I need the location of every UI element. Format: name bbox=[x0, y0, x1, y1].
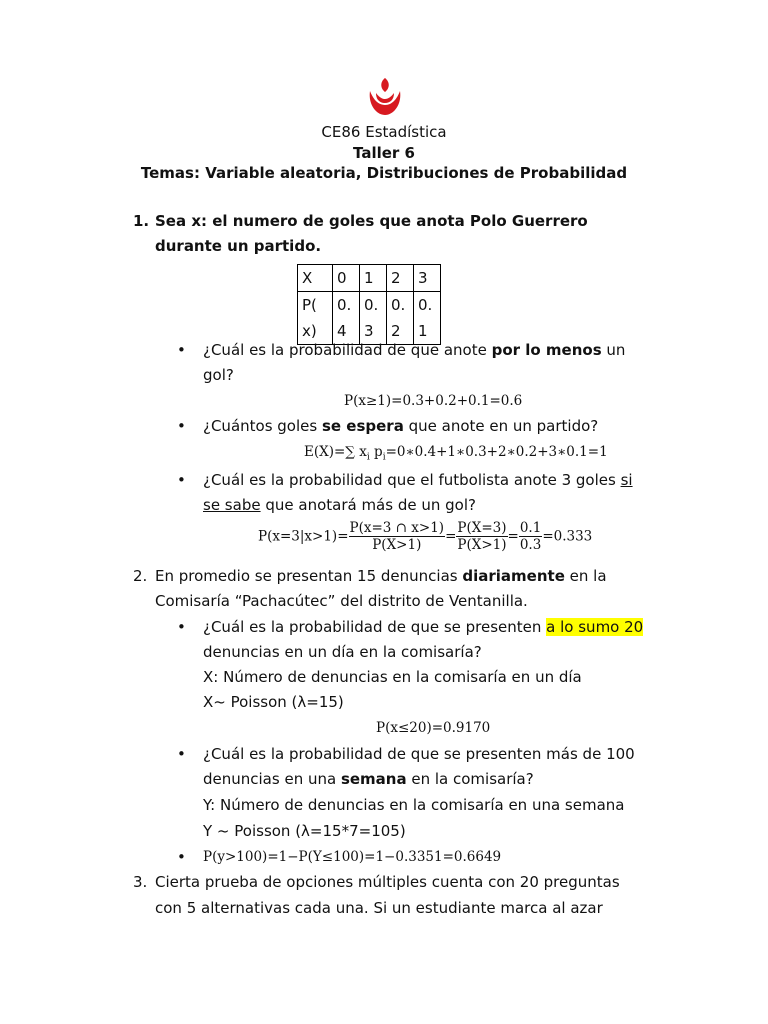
table-cell bbox=[333, 292, 360, 345]
formula-sub: i bbox=[382, 452, 386, 463]
fraction-numerator: P(X=3) bbox=[457, 520, 507, 536]
formula-sub: i bbox=[366, 452, 370, 463]
text-run: ¿Cuál es la probabilidad de que se presenten bbox=[203, 618, 547, 636]
q2-number: 2. bbox=[133, 567, 148, 585]
table-cell bbox=[387, 292, 414, 345]
q2-b1-formula: P(x≤20)=0.9170 bbox=[376, 720, 491, 736]
q1-b1-formula: P(x≥1)=0.3+0.2+0.1=0.6 bbox=[344, 393, 523, 409]
q1-b1-line1 bbox=[203, 341, 625, 359]
bullet-marker: • bbox=[177, 618, 186, 636]
formula-part: p bbox=[369, 444, 383, 460]
text-run: que anote en un partido? bbox=[403, 417, 599, 435]
q2-b3-formula: P(y>100)=1−P(Y≤100)=1−0.3351=0.6649 bbox=[203, 849, 502, 865]
table-cell bbox=[414, 292, 441, 345]
q2-text-line1 bbox=[155, 567, 607, 585]
table-row bbox=[298, 265, 441, 292]
table-cell bbox=[298, 292, 333, 345]
formula-part: =0∗0.4+1∗0.3+2∗0.2+3∗0.1=1 bbox=[385, 444, 608, 460]
text-run: ¿Cuál es la probabilidad que el futbolista anote 3 goles bbox=[203, 471, 621, 489]
formula-part: E(X)=∑ x bbox=[304, 444, 367, 460]
q3-text-line1: Cierta prueba de opciones múltiples cuenta con 20 preguntas bbox=[155, 873, 620, 891]
q1-b3-formula bbox=[258, 520, 592, 553]
fraction bbox=[456, 520, 507, 553]
cell-line: 0. bbox=[337, 296, 352, 314]
upc-logo bbox=[362, 74, 408, 120]
formula-part: = bbox=[445, 528, 457, 545]
cell-line: x) bbox=[302, 322, 317, 340]
text-run: ¿Cuál es la probabilidad de que anote bbox=[203, 341, 492, 359]
table-cell: 2 bbox=[387, 265, 414, 292]
cell-line: 0. bbox=[391, 296, 406, 314]
text-run-bold: semana bbox=[340, 770, 407, 788]
q1-text-line1: Sea x: el numero de goles que anota Polo Guerrero bbox=[155, 212, 588, 230]
text-run-bold: diariamente bbox=[462, 567, 565, 585]
q1-b3-line2 bbox=[203, 496, 476, 514]
q1-b2-line1 bbox=[203, 417, 598, 435]
text-run: ¿Cuántos goles bbox=[203, 417, 322, 435]
cell-line: 3 bbox=[364, 322, 374, 340]
table-row bbox=[298, 292, 441, 345]
q2-b1-line2: denuncias en un día en la comisaría? bbox=[203, 643, 482, 661]
q2-b2-line2 bbox=[203, 770, 534, 788]
cell-line: 0. bbox=[418, 296, 433, 314]
bullet-marker: • bbox=[177, 848, 186, 866]
q1-b3-line1 bbox=[203, 471, 633, 489]
bullet-marker: • bbox=[177, 341, 186, 359]
q3-number: 3. bbox=[133, 873, 148, 891]
text-run-bold: se espera bbox=[321, 417, 404, 435]
fraction bbox=[519, 520, 542, 553]
q1-b2-formula bbox=[304, 444, 608, 463]
temas-title: Temas: Variable aleatoria, Distribuciones de Probabilidad bbox=[140, 164, 628, 182]
table-cell: X bbox=[298, 265, 333, 292]
formula-part: =0.333 bbox=[542, 528, 593, 545]
text-run-bold: por lo menos bbox=[491, 341, 602, 359]
cell-line: 0. bbox=[364, 296, 379, 314]
cell-line: 1 bbox=[418, 322, 428, 340]
fraction-numerator: 0.1 bbox=[519, 520, 542, 536]
fraction-denominator: 0.3 bbox=[519, 537, 542, 553]
fraction-denominator: P(X>1) bbox=[372, 537, 422, 553]
taller-title: Taller 6 bbox=[353, 144, 415, 162]
text-run: que anotará más de un gol? bbox=[260, 496, 476, 514]
q2-text-line2: Comisaría “Pachacútec” del distrito de Ventanilla. bbox=[155, 592, 528, 610]
q2-b2-line1: ¿Cuál es la probabilidad de que se presenten más de 100 bbox=[203, 745, 635, 763]
q2-b1-line4: X~ Poisson (λ=15) bbox=[203, 693, 344, 711]
course-title: CE86 Estadística bbox=[321, 123, 447, 141]
fraction-numerator: P(x=3 ∩ x>1) bbox=[349, 520, 445, 536]
table-cell: 1 bbox=[360, 265, 387, 292]
bullet-marker: • bbox=[177, 471, 186, 489]
q1-b1-line2: gol? bbox=[203, 366, 234, 384]
text-run: en la comisaría? bbox=[406, 770, 534, 788]
q2-b1-line3: X: Número de denuncias en la comisaría en un día bbox=[203, 668, 582, 686]
q2-b2-line3: Y: Número de denuncias en la comisaría en una semana bbox=[203, 796, 625, 814]
bullet-marker: • bbox=[177, 745, 186, 763]
fraction-denominator: P(X>1) bbox=[457, 537, 507, 553]
q3-text-line2: con 5 alternativas cada una. Si un estudiante marca al azar bbox=[155, 899, 603, 917]
table-cell bbox=[360, 292, 387, 345]
table-cell: 3 bbox=[414, 265, 441, 292]
cell-line: 2 bbox=[391, 322, 401, 340]
text-run: denuncias en una bbox=[203, 770, 341, 788]
text-run-underline: si bbox=[620, 471, 633, 489]
table-cell: 0 bbox=[333, 265, 360, 292]
bullet-marker: • bbox=[177, 417, 186, 435]
text-run-underline: se sabe bbox=[203, 496, 261, 514]
q2-b2-line4: Y ~ Poisson (λ=15*7=105) bbox=[203, 822, 406, 840]
q2-b1-line1 bbox=[203, 618, 643, 636]
text-run: un bbox=[601, 341, 626, 359]
cell-line: 4 bbox=[337, 322, 347, 340]
q1-number: 1. bbox=[133, 212, 150, 230]
q1-text-line2: durante un partido. bbox=[155, 237, 322, 255]
formula-part: P(x=3|x>1)= bbox=[258, 528, 349, 545]
highlighted-text: a lo sumo 20 bbox=[546, 618, 644, 636]
text-run: en la bbox=[564, 567, 607, 585]
probability-table bbox=[297, 264, 441, 345]
text-run: En promedio se presentan 15 denuncias bbox=[155, 567, 463, 585]
cell-line: P( bbox=[302, 296, 317, 314]
formula-part: = bbox=[507, 528, 519, 545]
fraction bbox=[349, 520, 446, 553]
